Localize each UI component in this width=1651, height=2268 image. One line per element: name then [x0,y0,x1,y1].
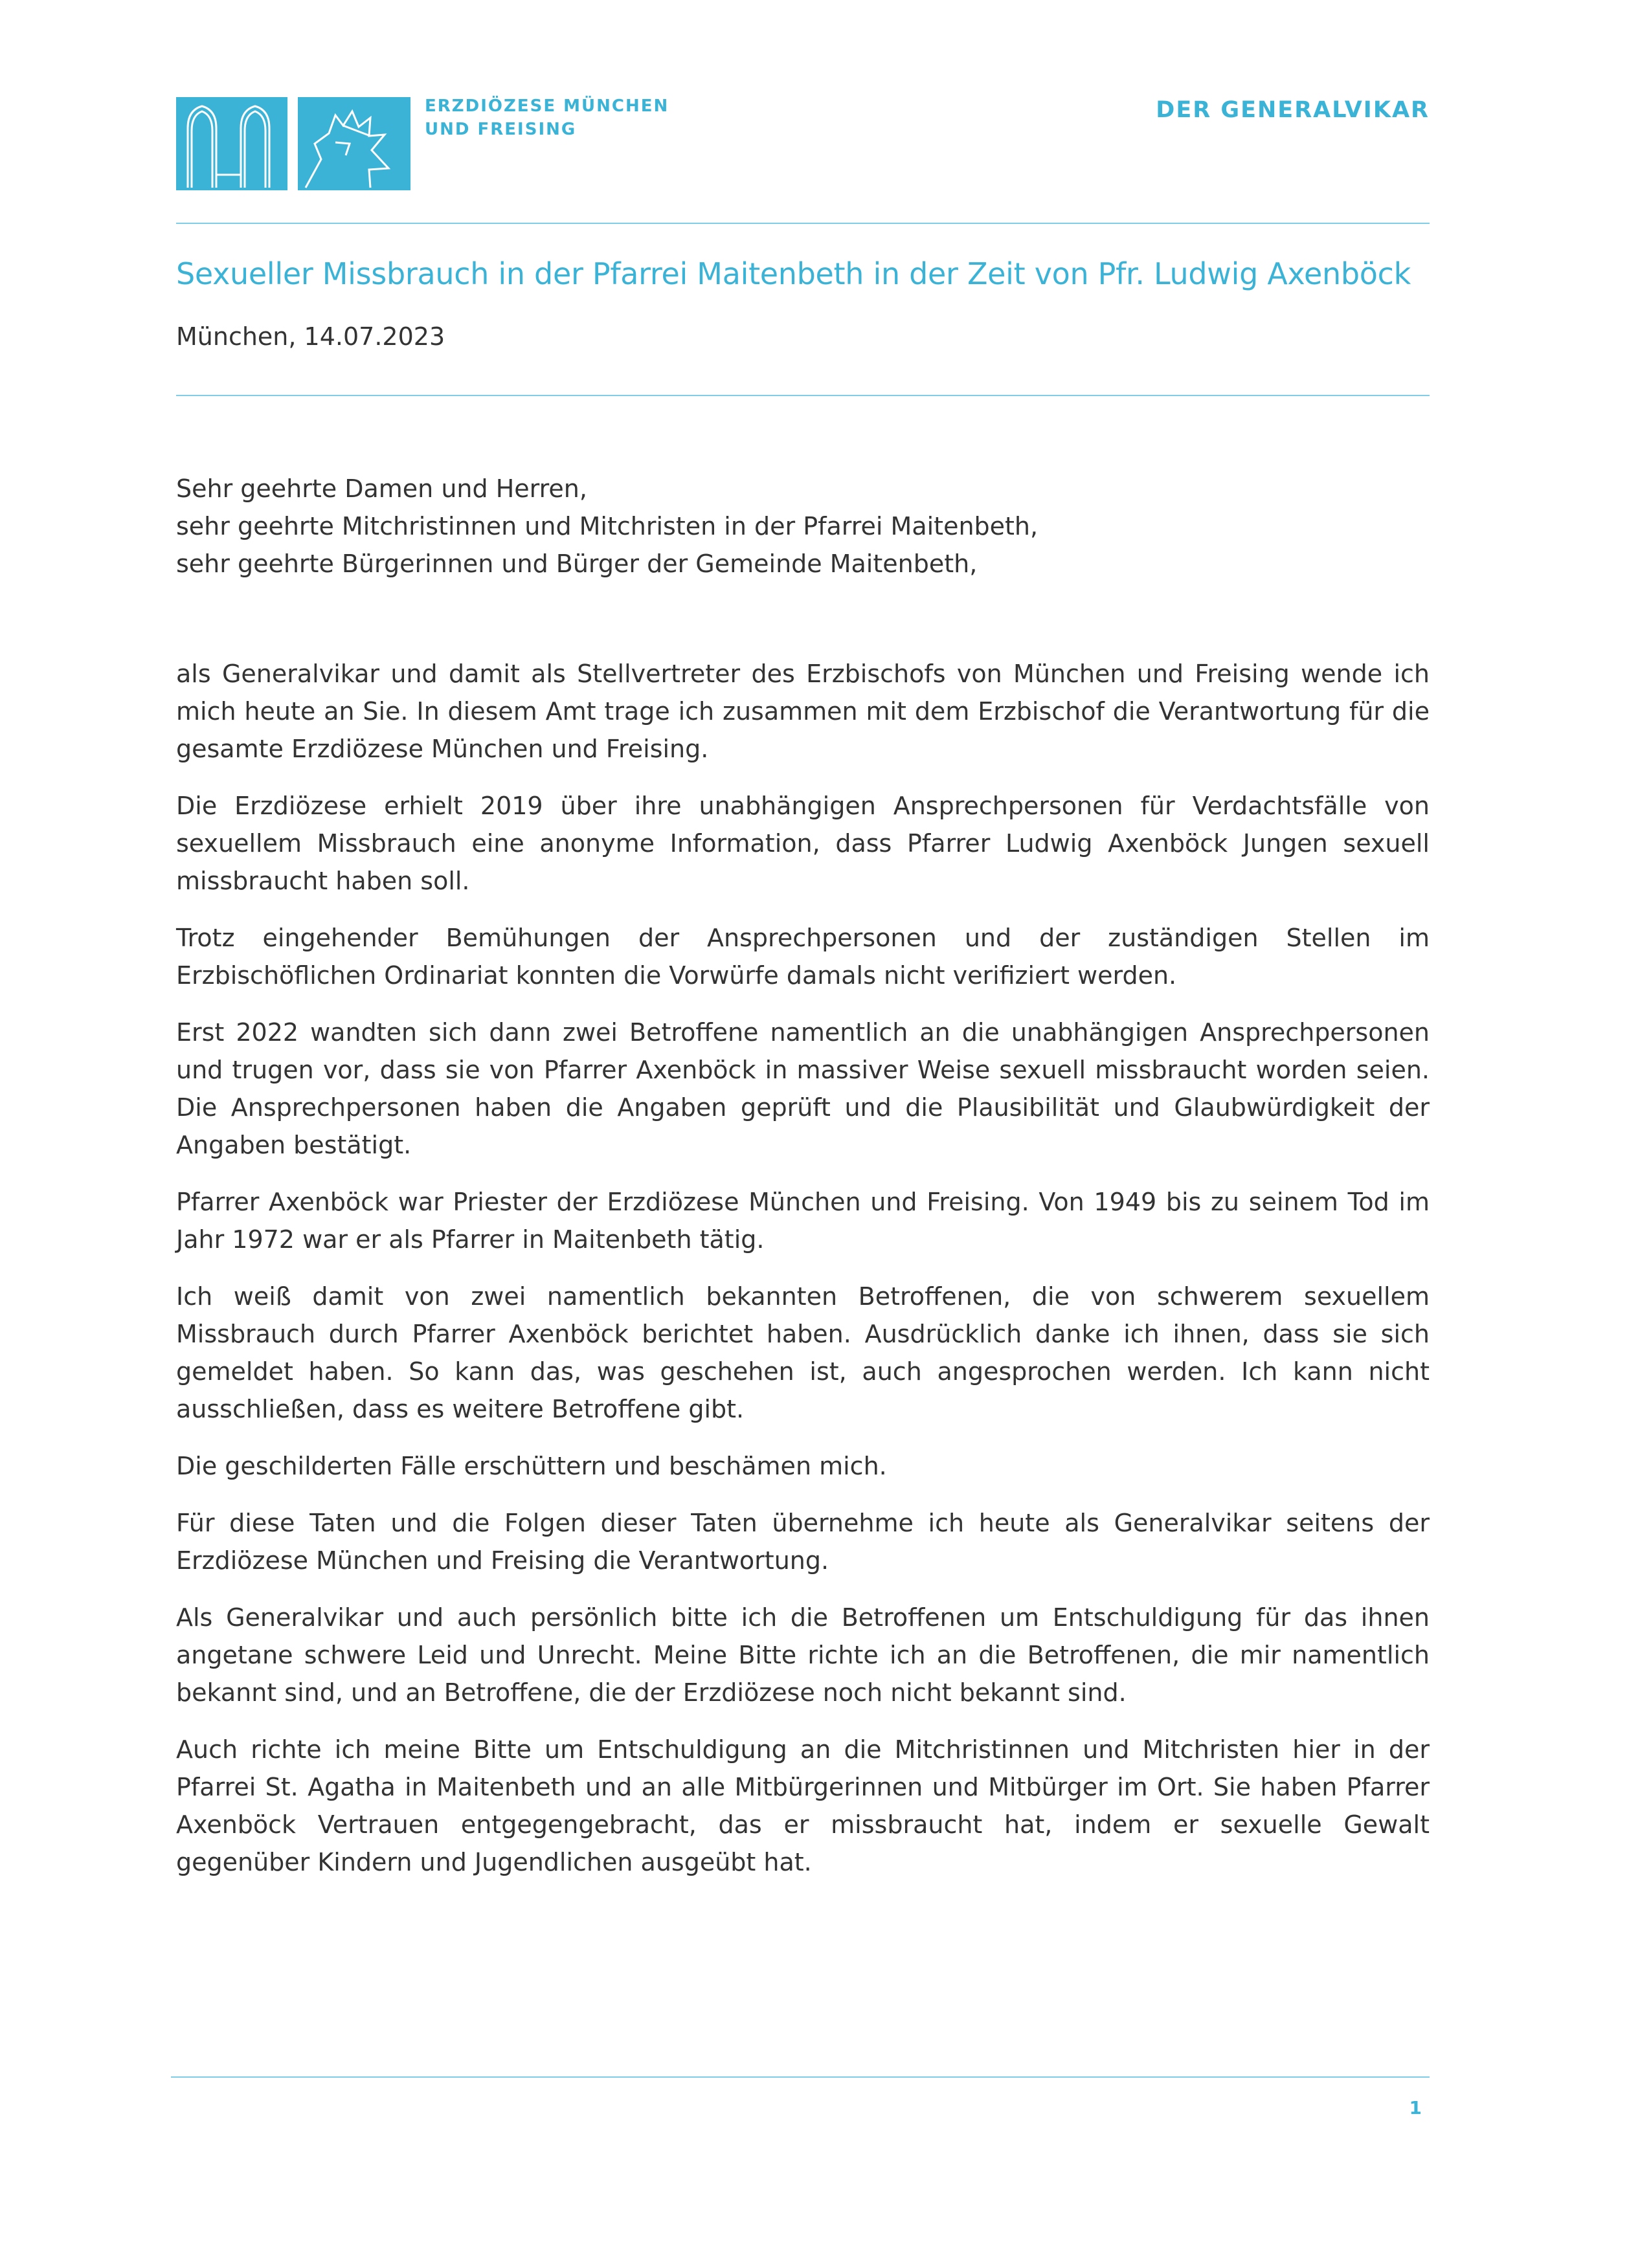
paragraph: Für diese Taten und die Folgen dieser Taten übernehme ich heute als Generalvikar seitens der Erzdiözese München und Freising die Verantwortung. [176,1509,1430,1575]
organization-name-line1: ERZDIÖZESE MÜNCHEN [425,96,669,116]
paragraph: Trotz eingehender Bemühungen der Ansprechpersonen und der zuständigen Stellen im Erzbischöflichen Ordinariat konnten die Vorwürfe damals nicht verifiziert werden. [176,924,1430,990]
paragraph: Ich weiß damit von zwei namentlich bekannten Betroffenen, die von schwerem sexuellem Missbrauch durch Pfarrer Axenböck berichtet haben. Ausdrücklich danke ich ihnen, dass sie sich gemeldet haben. So kann das, was geschehen ist, auch angesprochen werden. Ich kann nicht ausschließen, dass es weitere Betroffene gibt. [176,1282,1430,1423]
paragraph: Pfarrer Axenböck war Priester der Erzdiözese München und Freising. Von 1949 bis zu seinem Tod im Jahr 1972 war er als Pfarrer in Maitenbeth tätig. [176,1188,1430,1254]
salutation-line: sehr geehrte Mitchristinnen und Mitchristen in der Pfarrei Maitenbeth, [176,512,1039,540]
salutation-line: Sehr geehrte Damen und Herren, [176,474,587,503]
paragraph: Als Generalvikar und auch persönlich bitte ich die Betroffenen um Entschuldigung für das ihnen angetane schwere Leid und Unrecht. Meine Bitte richte ich an die Betroffenen, die mir namentlich bekannt sind, und an Betroffene, die der Erzdiözese noch nicht bekannt sind. [176,1603,1430,1707]
paragraph: Die geschilderten Fälle erschüttern und beschämen mich. [176,1452,887,1480]
page-number: 1 [1409,2097,1422,2118]
paragraph: Erst 2022 wandten sich dann zwei Betroffene namentlich an die unabhängigen Ansprechpersonen und trugen vor, dass sie von Pfarrer Axenböck in massiver Weise sexuell missbraucht worden seien. Die Ansprechpersonen haben die Angaben geprüft und die Plausibilität und Glaubwürdigkeit der Angaben bestätigt. [176,1018,1430,1159]
header-divider [176,223,1430,224]
letter-body [176,470,1430,1900]
document-date: München, 14.07.2023 [176,322,445,351]
document-title: Sexueller Missbrauch in der Pfarrei Maitenbeth in der Zeit von Pfr. Ludwig Axenböck [176,256,1411,291]
paragraph: Auch richte ich meine Bitte um Entschuldigung an die Mitchristinnen und Mitchristen hier in der Pfarrei St. Agatha in Maitenbeth und an alle Mitbürgerinnen und Mitbürger im Ort. Sie haben Pfarrer Axenböck Vertrauen entgegengebracht, das er missbraucht hat, indem er sexuelle Gewalt gegenüber Kindern und Jugendlichen ausgeübt hat. [176,1735,1430,1876]
salutation-line: sehr geehrte Bürgerinnen und Bürger der Gemeinde Maitenbeth, [176,550,978,578]
organization-name-line2: UND FREISING [425,120,577,139]
archdiocese-logo-icon [176,97,410,190]
salutation [176,470,1430,583]
paragraph: als Generalvikar und damit als Stellvertreter des Erzbischofs von München und Freising wende ich mich heute an Sie. In diesem Amt trage ich zusammen mit dem Erzbischof die Verantwortung für die gesamte Erzdiözese München und Freising. [176,660,1430,763]
footer-divider [171,2076,1430,2078]
sender-role: DER GENERALVIKAR [1156,97,1430,123]
title-divider [176,395,1430,396]
organization-name [425,94,669,141]
paragraph: Die Erzdiözese erhielt 2019 über ihre unabhängigen Ansprechpersonen für Verdachtsfälle von sexuellem Missbrauch eine anonyme Information, dass Pfarrer Ludwig Axenböck Jungen sexuell missbraucht haben soll. [176,792,1430,895]
